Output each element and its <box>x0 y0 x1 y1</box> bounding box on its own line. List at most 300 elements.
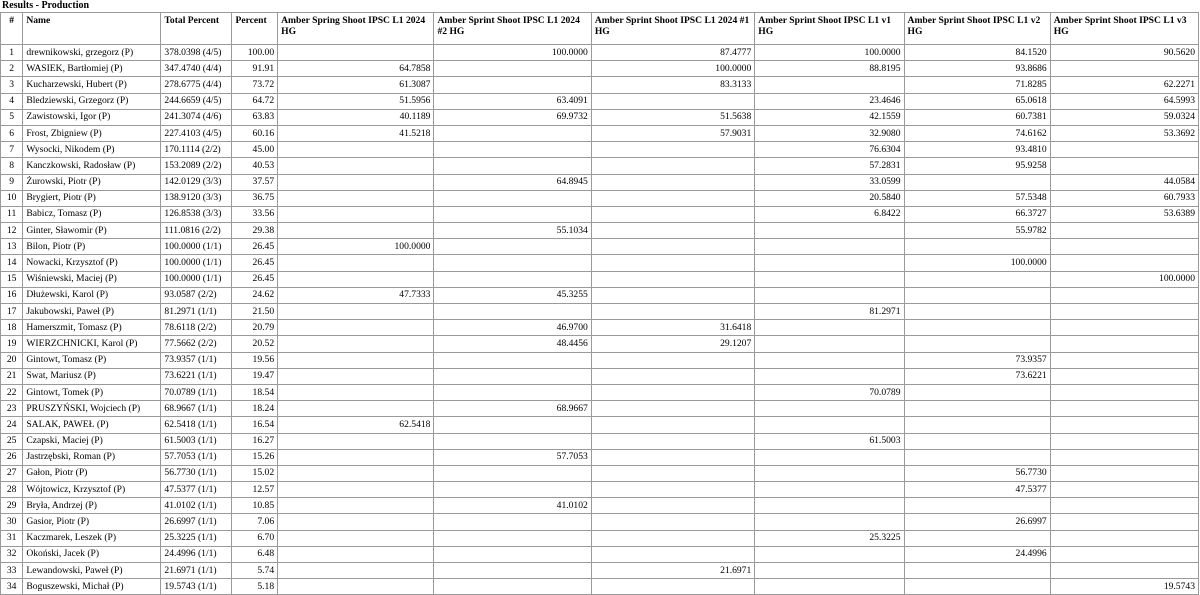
name-cell: Zawistowski, Igor (P) <box>23 109 161 125</box>
match-6-cell <box>1050 368 1198 384</box>
match-6-cell: 59.0324 <box>1050 109 1198 125</box>
match-4-cell <box>755 271 904 287</box>
match-4-cell: 6.8422 <box>755 206 904 222</box>
percent-cell: 60.16 <box>232 125 278 141</box>
total-percent-cell: 78.6118 (2/2) <box>161 320 232 336</box>
percent-cell: 10.85 <box>232 498 278 514</box>
table-row <box>1 514 1199 530</box>
match-2-cell <box>434 190 591 206</box>
match-1-cell <box>278 352 434 368</box>
match-6-cell <box>1050 498 1198 514</box>
column-header-match-2: Amber Sprint Shoot IPSC L1 2024 #2 HG <box>434 13 591 45</box>
rank-cell: 24 <box>1 417 23 433</box>
match-3-cell <box>591 190 754 206</box>
match-5-cell: 73.6221 <box>904 368 1050 384</box>
total-percent-cell: 100.0000 (1/1) <box>161 255 232 271</box>
percent-cell: 29.38 <box>232 223 278 239</box>
match-4-cell <box>755 546 904 562</box>
total-percent-cell: 126.8538 (3/3) <box>161 206 232 222</box>
rank-cell: 4 <box>1 93 23 109</box>
name-cell: Hamerszmit, Tomasz (P) <box>23 320 161 336</box>
match-3-cell: 31.6418 <box>591 320 754 336</box>
match-5-cell <box>904 433 1050 449</box>
rank-cell: 19 <box>1 336 23 352</box>
rank-cell: 14 <box>1 255 23 271</box>
match-4-cell: 25.3225 <box>755 530 904 546</box>
total-percent-cell: 62.5418 (1/1) <box>161 417 232 433</box>
match-5-cell <box>904 563 1050 579</box>
match-5-cell <box>904 417 1050 433</box>
match-4-cell <box>755 482 904 498</box>
match-1-cell <box>278 465 434 481</box>
match-6-cell <box>1050 304 1198 320</box>
match-2-cell <box>434 352 591 368</box>
table-row <box>1 287 1199 303</box>
name-cell: Kaczmarek, Leszek (P) <box>23 530 161 546</box>
percent-cell: 20.52 <box>232 336 278 352</box>
match-1-cell <box>278 304 434 320</box>
match-4-cell <box>755 465 904 481</box>
match-5-cell <box>904 384 1050 400</box>
name-cell: Okoński, Jacek (P) <box>23 546 161 562</box>
match-2-cell <box>434 465 591 481</box>
rank-cell: 9 <box>1 174 23 190</box>
match-1-cell <box>278 158 434 174</box>
total-percent-cell: 24.4996 (1/1) <box>161 546 232 562</box>
total-percent-cell: 153.2089 (2/2) <box>161 158 232 174</box>
table-row <box>1 336 1199 352</box>
match-4-cell <box>755 239 904 255</box>
name-cell: Nowacki, Krzysztof (P) <box>23 255 161 271</box>
match-6-cell <box>1050 255 1198 271</box>
match-2-cell <box>434 125 591 141</box>
match-4-cell: 88.8195 <box>755 61 904 77</box>
table-row <box>1 45 1199 61</box>
rank-cell: 25 <box>1 433 23 449</box>
percent-cell: 100.00 <box>232 45 278 61</box>
match-1-cell <box>278 368 434 384</box>
total-percent-cell: 241.3074 (4/6) <box>161 109 232 125</box>
match-1-cell <box>278 530 434 546</box>
percent-cell: 73.72 <box>232 77 278 93</box>
match-1-cell <box>278 320 434 336</box>
match-5-cell <box>904 320 1050 336</box>
name-cell: Swat, Mariusz (P) <box>23 368 161 384</box>
match-4-cell <box>755 401 904 417</box>
match-6-cell <box>1050 563 1198 579</box>
match-6-cell: 90.5620 <box>1050 45 1198 61</box>
match-5-cell <box>904 304 1050 320</box>
match-3-cell <box>591 514 754 530</box>
match-3-cell <box>591 255 754 271</box>
match-6-cell: 53.6389 <box>1050 206 1198 222</box>
match-2-cell <box>434 206 591 222</box>
match-1-cell: 47.7333 <box>278 287 434 303</box>
match-2-cell <box>434 546 591 562</box>
percent-cell: 5.18 <box>232 579 278 595</box>
match-6-cell: 60.7933 <box>1050 190 1198 206</box>
match-3-cell <box>591 158 754 174</box>
rank-cell: 22 <box>1 384 23 400</box>
table-row <box>1 352 1199 368</box>
match-3-cell <box>591 93 754 109</box>
match-2-cell <box>434 61 591 77</box>
name-cell: Wójtowicz, Krzysztof (P) <box>23 482 161 498</box>
name-cell: Brygiert, Piotr (P) <box>23 190 161 206</box>
match-6-cell <box>1050 352 1198 368</box>
total-percent-cell: 378.0398 (4/5) <box>161 45 232 61</box>
table-row <box>1 433 1199 449</box>
total-percent-cell: 68.9667 (1/1) <box>161 401 232 417</box>
column-header-match-4: Amber Sprint Shoot IPSC L1 v1 HG <box>755 13 904 45</box>
match-5-cell <box>904 401 1050 417</box>
match-4-cell <box>755 352 904 368</box>
rank-cell: 10 <box>1 190 23 206</box>
rank-cell: 26 <box>1 449 23 465</box>
total-percent-cell: 56.7730 (1/1) <box>161 465 232 481</box>
total-percent-cell: 73.6221 (1/1) <box>161 368 232 384</box>
column-header-match-6: Amber Sprint Shoot IPSC L1 v3 HG <box>1050 13 1198 45</box>
match-3-cell <box>591 352 754 368</box>
table-row <box>1 449 1199 465</box>
match-6-cell: 100.0000 <box>1050 271 1198 287</box>
match-1-cell <box>278 384 434 400</box>
rank-cell: 3 <box>1 77 23 93</box>
rank-cell: 16 <box>1 287 23 303</box>
total-percent-cell: 77.5662 (2/2) <box>161 336 232 352</box>
percent-cell: 26.45 <box>232 271 278 287</box>
table-row <box>1 142 1199 158</box>
match-4-cell <box>755 449 904 465</box>
table-row <box>1 206 1199 222</box>
table-row <box>1 546 1199 562</box>
name-cell: Wysocki, Nikodem (P) <box>23 142 161 158</box>
match-3-cell <box>591 239 754 255</box>
match-2-cell <box>434 158 591 174</box>
match-6-cell <box>1050 401 1198 417</box>
match-2-cell: 46.9700 <box>434 320 591 336</box>
column-header-rank: # <box>1 13 23 45</box>
match-5-cell: 47.5377 <box>904 482 1050 498</box>
match-4-cell <box>755 255 904 271</box>
match-4-cell <box>755 287 904 303</box>
name-cell: SALAK, PAWEŁ (P) <box>23 417 161 433</box>
match-3-cell <box>591 174 754 190</box>
name-cell: Kucharzewski, Hubert (P) <box>23 77 161 93</box>
match-3-cell: 57.9031 <box>591 125 754 141</box>
table-row <box>1 384 1199 400</box>
match-5-cell <box>904 579 1050 595</box>
percent-cell: 24.62 <box>232 287 278 303</box>
match-4-cell: 70.0789 <box>755 384 904 400</box>
match-2-cell: 63.4091 <box>434 93 591 109</box>
match-1-cell: 41.5218 <box>278 125 434 141</box>
match-5-cell: 93.4810 <box>904 142 1050 158</box>
rank-cell: 23 <box>1 401 23 417</box>
total-percent-cell: 278.6775 (4/4) <box>161 77 232 93</box>
percent-cell: 45.00 <box>232 142 278 158</box>
match-6-cell <box>1050 142 1198 158</box>
rank-cell: 28 <box>1 482 23 498</box>
name-cell: Żurowski, Piotr (P) <box>23 174 161 190</box>
total-percent-cell: 227.4103 (4/5) <box>161 125 232 141</box>
total-percent-cell: 21.6971 (1/1) <box>161 563 232 579</box>
match-3-cell <box>591 368 754 384</box>
total-percent-cell: 142.0129 (3/3) <box>161 174 232 190</box>
match-1-cell: 51.5956 <box>278 93 434 109</box>
rank-cell: 31 <box>1 530 23 546</box>
rank-cell: 15 <box>1 271 23 287</box>
match-2-cell: 48.4456 <box>434 336 591 352</box>
match-5-cell <box>904 336 1050 352</box>
percent-cell: 33.56 <box>232 206 278 222</box>
match-2-cell: 41.0102 <box>434 498 591 514</box>
match-4-cell: 32.9080 <box>755 125 904 141</box>
match-2-cell <box>434 384 591 400</box>
match-5-cell <box>904 498 1050 514</box>
table-row <box>1 93 1199 109</box>
match-1-cell <box>278 563 434 579</box>
total-percent-cell: 25.3225 (1/1) <box>161 530 232 546</box>
percent-cell: 5.74 <box>232 563 278 579</box>
match-4-cell: 23.4646 <box>755 93 904 109</box>
rank-cell: 27 <box>1 465 23 481</box>
match-3-cell <box>591 546 754 562</box>
name-cell: Ginter, Sławomir (P) <box>23 223 161 239</box>
name-cell: Gasior, Piotr (P) <box>23 514 161 530</box>
name-cell: Czapski, Maciej (P) <box>23 433 161 449</box>
match-1-cell <box>278 546 434 562</box>
percent-cell: 18.54 <box>232 384 278 400</box>
match-6-cell: 53.3692 <box>1050 125 1198 141</box>
match-4-cell <box>755 336 904 352</box>
match-2-cell <box>434 514 591 530</box>
table-row <box>1 530 1199 546</box>
rank-cell: 34 <box>1 579 23 595</box>
name-cell: Babicz, Tomasz (P) <box>23 206 161 222</box>
table-row <box>1 579 1199 595</box>
match-2-cell <box>434 433 591 449</box>
percent-cell: 16.54 <box>232 417 278 433</box>
match-5-cell: 73.9357 <box>904 352 1050 368</box>
match-4-cell <box>755 417 904 433</box>
percent-cell: 64.72 <box>232 93 278 109</box>
match-2-cell <box>434 77 591 93</box>
match-4-cell <box>755 320 904 336</box>
percent-cell: 37.57 <box>232 174 278 190</box>
match-5-cell: 60.7381 <box>904 109 1050 125</box>
match-2-cell <box>434 255 591 271</box>
match-4-cell <box>755 498 904 514</box>
match-2-cell <box>434 271 591 287</box>
rank-cell: 17 <box>1 304 23 320</box>
table-row <box>1 174 1199 190</box>
name-cell: Bledziewski, Grzegorz (P) <box>23 93 161 109</box>
match-2-cell <box>434 142 591 158</box>
match-3-cell: 21.6971 <box>591 563 754 579</box>
name-cell: Bilon, Piotr (P) <box>23 239 161 255</box>
match-1-cell <box>278 45 434 61</box>
match-6-cell <box>1050 417 1198 433</box>
name-cell: Frost, Zbigniew (P) <box>23 125 161 141</box>
match-6-cell <box>1050 514 1198 530</box>
match-1-cell: 61.3087 <box>278 77 434 93</box>
match-4-cell: 81.2971 <box>755 304 904 320</box>
table-row <box>1 498 1199 514</box>
match-1-cell <box>278 255 434 271</box>
match-3-cell <box>591 287 754 303</box>
match-2-cell <box>434 482 591 498</box>
name-cell: WIERZCHNICKI, Karol (P) <box>23 336 161 352</box>
match-2-cell: 68.9667 <box>434 401 591 417</box>
match-5-cell <box>904 239 1050 255</box>
table-row <box>1 77 1199 93</box>
match-1-cell <box>278 142 434 158</box>
match-5-cell: 26.6997 <box>904 514 1050 530</box>
name-cell: Gałon, Piotr (P) <box>23 465 161 481</box>
match-6-cell: 19.5743 <box>1050 579 1198 595</box>
match-1-cell <box>278 498 434 514</box>
match-5-cell: 24.4996 <box>904 546 1050 562</box>
column-header-match-5: Amber Sprint Shoot IPSC L1 v2 HG <box>904 13 1050 45</box>
match-3-cell <box>591 206 754 222</box>
rank-cell: 32 <box>1 546 23 562</box>
match-6-cell: 62.2271 <box>1050 77 1198 93</box>
rank-cell: 30 <box>1 514 23 530</box>
rank-cell: 7 <box>1 142 23 158</box>
rank-cell: 29 <box>1 498 23 514</box>
name-cell: Dłużewski, Karol (P) <box>23 287 161 303</box>
match-6-cell <box>1050 465 1198 481</box>
percent-cell: 19.56 <box>232 352 278 368</box>
table-row <box>1 125 1199 141</box>
total-percent-cell: 100.0000 (1/1) <box>161 239 232 255</box>
table-row <box>1 368 1199 384</box>
match-1-cell <box>278 174 434 190</box>
match-5-cell: 71.8285 <box>904 77 1050 93</box>
table-row <box>1 223 1199 239</box>
table-row <box>1 109 1199 125</box>
rank-cell: 20 <box>1 352 23 368</box>
match-4-cell: 76.6304 <box>755 142 904 158</box>
match-3-cell: 87.4777 <box>591 45 754 61</box>
match-5-cell <box>904 174 1050 190</box>
match-5-cell <box>904 287 1050 303</box>
percent-cell: 63.83 <box>232 109 278 125</box>
total-percent-cell: 19.5743 (1/1) <box>161 579 232 595</box>
match-1-cell: 62.5418 <box>278 417 434 433</box>
rank-cell: 1 <box>1 45 23 61</box>
match-5-cell: 74.6162 <box>904 125 1050 141</box>
percent-cell: 15.26 <box>232 449 278 465</box>
match-4-cell <box>755 514 904 530</box>
name-cell: Gintowt, Tomasz (P) <box>23 352 161 368</box>
match-2-cell: 45.3255 <box>434 287 591 303</box>
match-6-cell <box>1050 530 1198 546</box>
match-5-cell: 66.3727 <box>904 206 1050 222</box>
total-percent-cell: 100.0000 (1/1) <box>161 271 232 287</box>
match-3-cell <box>591 271 754 287</box>
match-3-cell <box>591 482 754 498</box>
total-percent-cell: 70.0789 (1/1) <box>161 384 232 400</box>
match-4-cell: 100.0000 <box>755 45 904 61</box>
name-cell: Lewandowski, Paweł (P) <box>23 563 161 579</box>
results-table <box>0 12 1199 595</box>
percent-cell: 15.02 <box>232 465 278 481</box>
match-3-cell: 100.0000 <box>591 61 754 77</box>
percent-cell: 12.57 <box>232 482 278 498</box>
match-5-cell: 56.7730 <box>904 465 1050 481</box>
match-6-cell: 64.5993 <box>1050 93 1198 109</box>
table-row <box>1 239 1199 255</box>
percent-cell: 36.75 <box>232 190 278 206</box>
match-6-cell <box>1050 433 1198 449</box>
match-5-cell: 57.5348 <box>904 190 1050 206</box>
match-6-cell <box>1050 449 1198 465</box>
name-cell: Kanczkowski, Radosław (P) <box>23 158 161 174</box>
match-3-cell <box>591 401 754 417</box>
match-4-cell <box>755 77 904 93</box>
table-row <box>1 271 1199 287</box>
name-cell: Bryła, Andrzej (P) <box>23 498 161 514</box>
match-1-cell <box>278 514 434 530</box>
table-row <box>1 61 1199 77</box>
match-1-cell: 64.7858 <box>278 61 434 77</box>
match-3-cell <box>591 142 754 158</box>
percent-cell: 26.45 <box>232 239 278 255</box>
table-row <box>1 417 1199 433</box>
match-2-cell <box>434 239 591 255</box>
match-5-cell: 84.1520 <box>904 45 1050 61</box>
total-percent-cell: 41.0102 (1/1) <box>161 498 232 514</box>
match-1-cell <box>278 433 434 449</box>
table-row <box>1 465 1199 481</box>
match-2-cell: 55.1034 <box>434 223 591 239</box>
match-2-cell <box>434 368 591 384</box>
column-header-match-1: Amber Spring Shoot IPSC L1 2024 HG <box>278 13 434 45</box>
percent-cell: 6.70 <box>232 530 278 546</box>
name-cell: Jastrzębski, Roman (P) <box>23 449 161 465</box>
percent-cell: 21.50 <box>232 304 278 320</box>
match-2-cell <box>434 530 591 546</box>
match-2-cell <box>434 417 591 433</box>
percent-cell: 40.53 <box>232 158 278 174</box>
total-percent-cell: 73.9357 (1/1) <box>161 352 232 368</box>
total-percent-cell: 81.2971 (1/1) <box>161 304 232 320</box>
match-1-cell <box>278 206 434 222</box>
name-cell: drewnikowski, grzegorz (P) <box>23 45 161 61</box>
total-percent-cell: 138.9120 (3/3) <box>161 190 232 206</box>
column-header-name: Name <box>23 13 161 45</box>
match-1-cell <box>278 190 434 206</box>
rank-cell: 8 <box>1 158 23 174</box>
name-cell: Boguszewski, Michał (P) <box>23 579 161 595</box>
percent-cell: 18.24 <box>232 401 278 417</box>
column-header-percent: Percent <box>232 13 278 45</box>
match-4-cell <box>755 223 904 239</box>
percent-cell: 19.47 <box>232 368 278 384</box>
match-1-cell <box>278 223 434 239</box>
percent-cell: 6.48 <box>232 546 278 562</box>
match-3-cell <box>591 417 754 433</box>
match-3-cell: 29.1207 <box>591 336 754 352</box>
match-1-cell <box>278 271 434 287</box>
match-6-cell <box>1050 61 1198 77</box>
match-2-cell <box>434 304 591 320</box>
match-2-cell: 69.9732 <box>434 109 591 125</box>
total-percent-cell: 347.4740 (4/4) <box>161 61 232 77</box>
match-6-cell: 44.0584 <box>1050 174 1198 190</box>
